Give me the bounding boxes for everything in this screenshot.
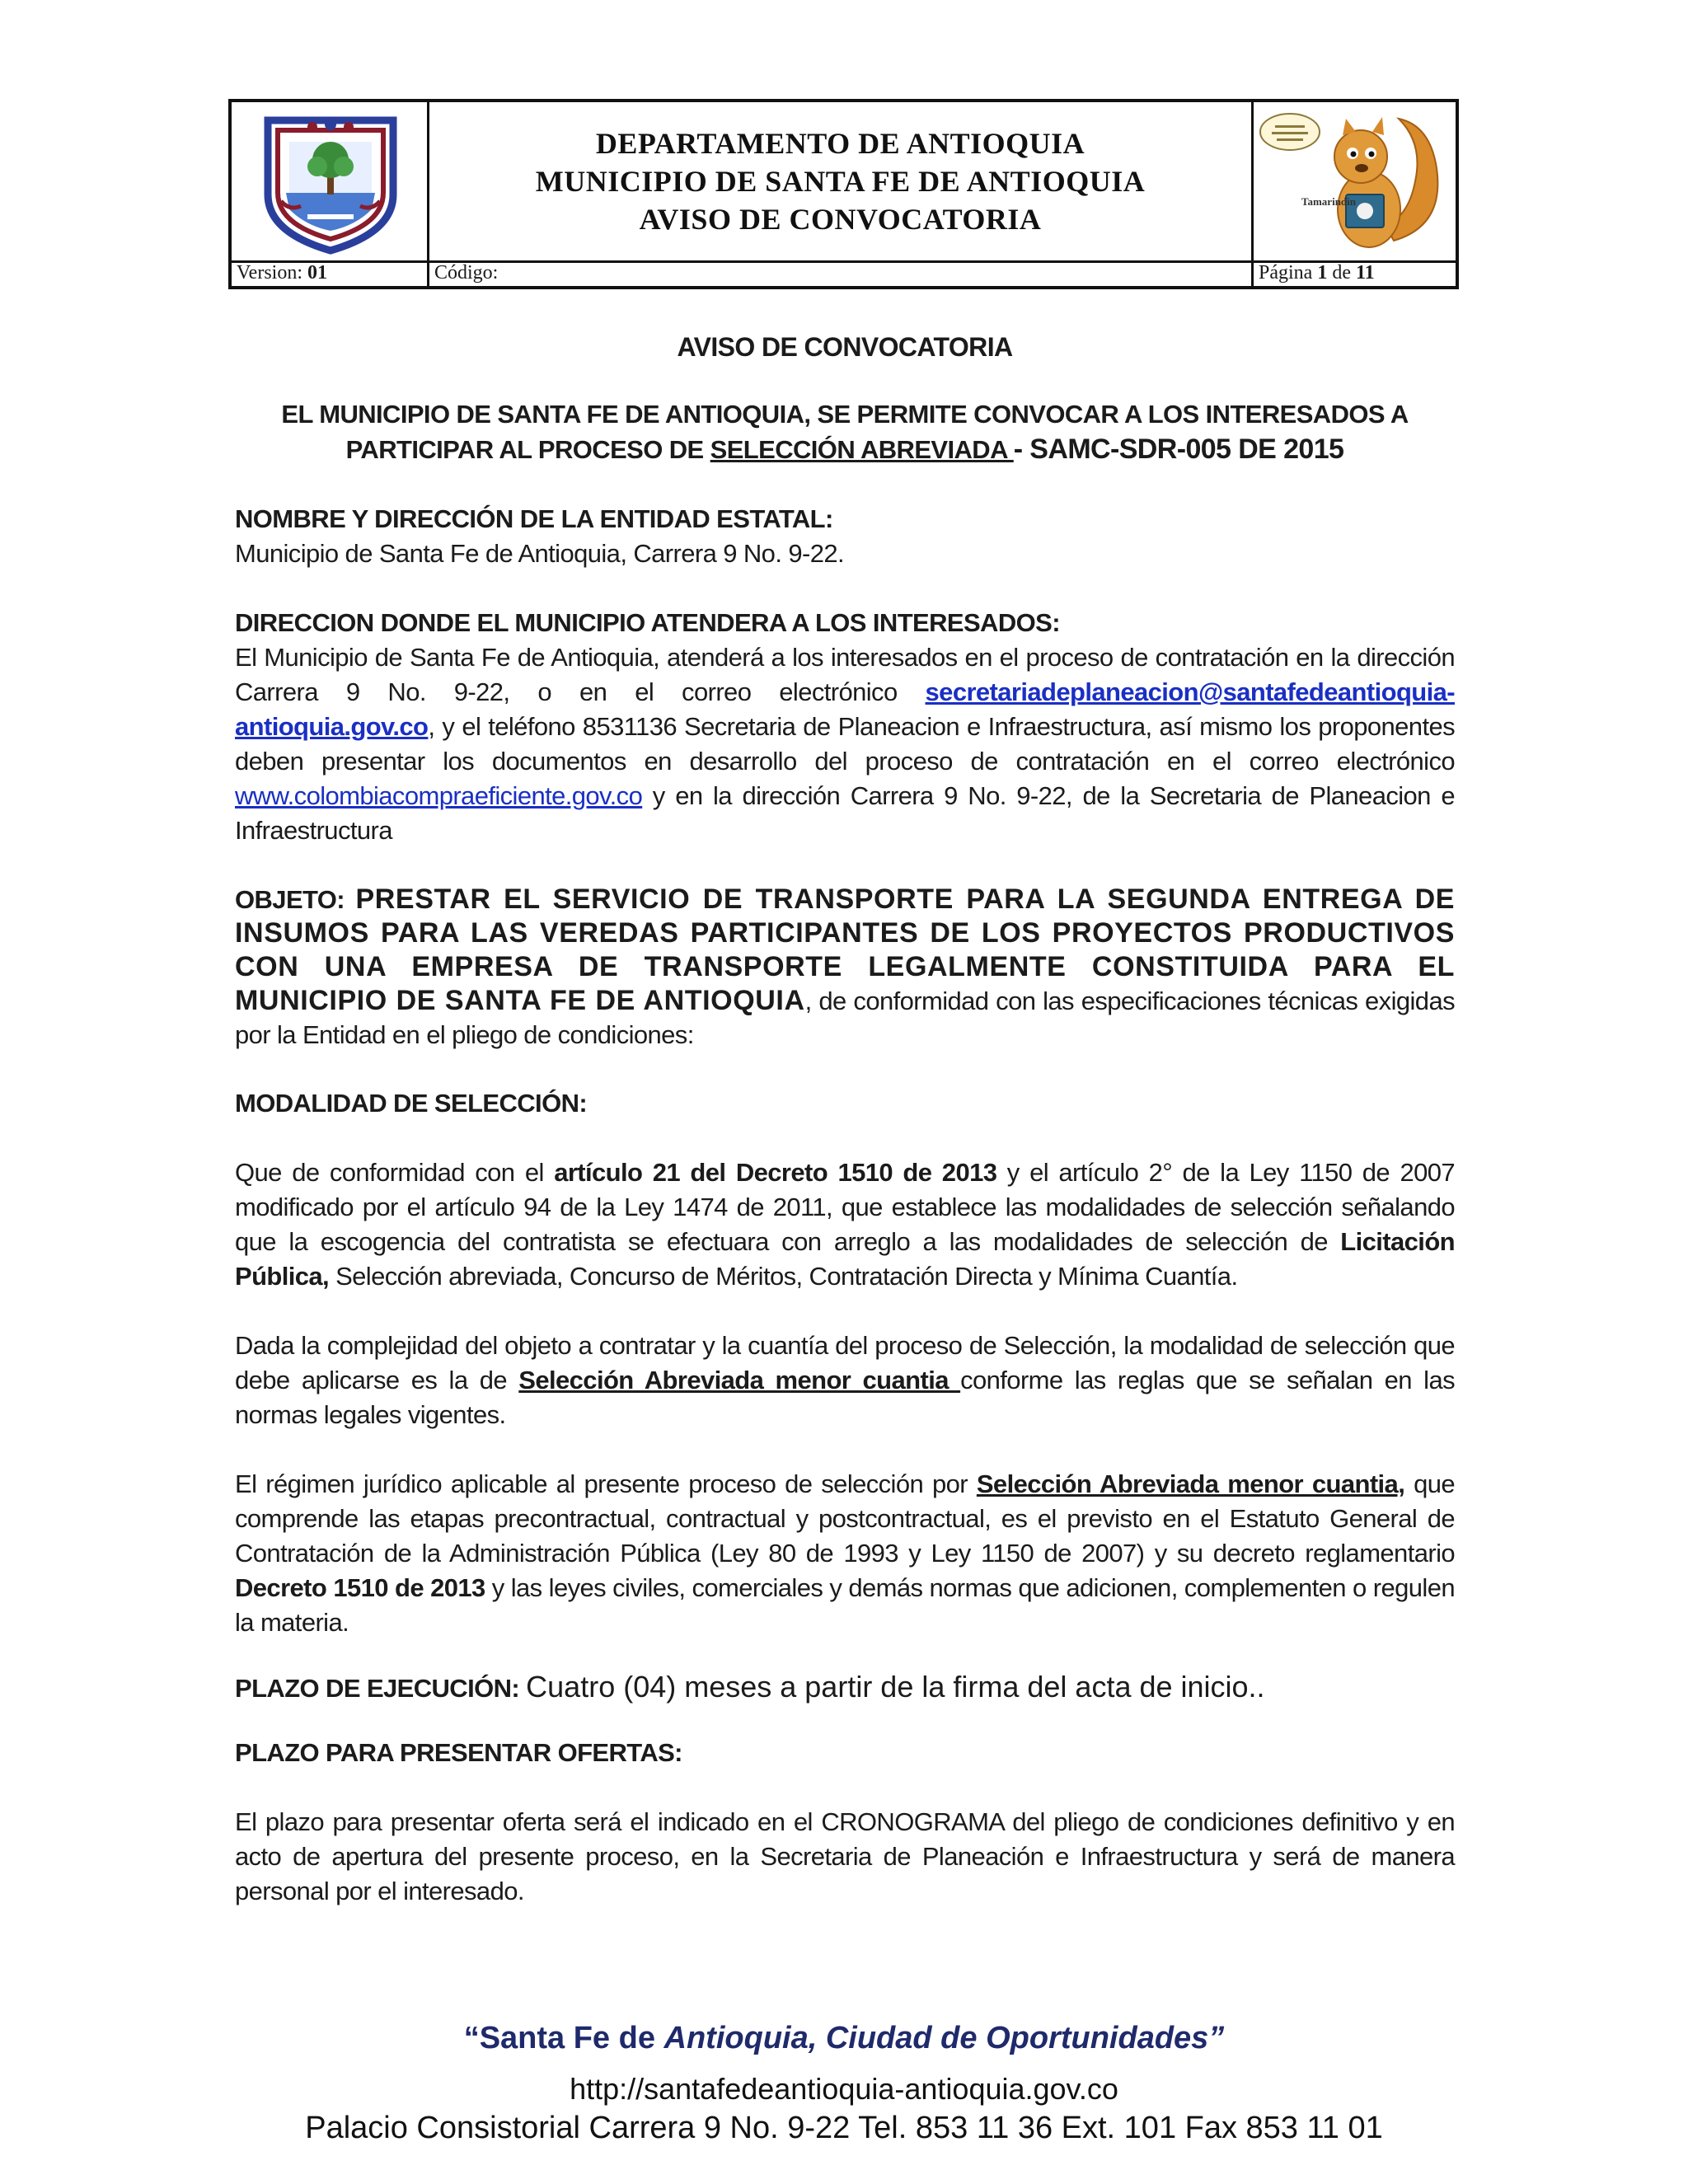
direccion-heading: DIRECCION DONDE EL MUNICIPIO ATENDERA A LOS INTERESADOS: [235,608,1060,637]
footer-slogan-a: “Santa Fe de [463,2021,664,2055]
codigo-cell [429,260,1254,286]
objeto-label: OBJETO: [235,885,356,914]
header-title-department: DEPARTAMENTO DE ANTIOQUIA [595,127,1085,160]
header-title-cell [429,102,1254,260]
header-title-document: AVISO DE CONVOCATORIA [639,203,1042,236]
direccion-text-1: El Municipio de Santa Fe de Antioquia, atenderá a los interesados en el proceso de contratación en la dirección Carrera 9 No. 9-22, o en el correo electrónico [235,643,1455,706]
mod-p1-e: Selección abreviada, Concurso de Méritos, Contratación Directa y Mínima Cuantía. [329,1262,1238,1291]
direccion-paragraph [235,640,1455,848]
version-cell [232,260,429,286]
footer-address: Palacio Consistorial Carrera 9 No. 9-22 Tel. 853 11 36 Ext. 101 Fax 853 11 01 [305,2111,1383,2145]
objeto-tail: , de conformidad con las especificaciones técnicas exigidas por la Entidad en el pliego de condiciones: [235,987,1455,1049]
document-footer [0,2018,1688,2148]
version-value: 01 [307,262,327,284]
mod-p3-a: El régimen jurídico aplicable al presente proceso de selección por [235,1469,977,1498]
entidad-heading: NOMBRE Y DIRECCIÓN DE LA ENTIDAD ESTATAL: [235,504,833,533]
website-link[interactable]: www.colombiacompraeficiente.gov.co [235,781,643,810]
intro-line-2 [235,432,1455,467]
entidad-text: Municipio de Santa Fe de Antioquia, Carrera 9 No. 9-22. [235,539,845,568]
mod-p2-a: Dada la complejidad del objeto a contratar y la cuantía del proceso de Selección, la modalidad de selección que debe aplicarse es la de [235,1331,1455,1394]
pagina-label: Página [1259,262,1313,284]
mod-p3-e: y las leyes civiles, comerciales y demás normas que adicionen, complementen o regulen la materia. [235,1573,1455,1637]
modalidad-heading: MODALIDAD DE SELECCIÓN: [235,1089,588,1118]
mod-p1-a: Que de conformidad con el [235,1158,555,1187]
objeto-paragraph [235,883,1455,1052]
pagina-current: 1 [1317,262,1328,284]
document-header-table [228,99,1459,289]
intro-line-1: EL MUNICIPIO DE SANTA FE DE ANTIOQUIA, SE PERMITE CONVOCAR A LOS INTERESADOS A [281,400,1409,429]
intro-process-code: - SAMC-SDR-005 DE 2015 [1013,434,1344,465]
mod-p3-c: que comprende las etapas precontractual, contractual y postcontractual, es el previsto en el Estatuto General de Contratación de la Administración Pública (Ley 80 de 1993 y Ley 1150 de 2007) y su decreto reglamentario [235,1469,1456,1568]
plazo-ofertas-text: El plazo para presentar oferta será el indicado en el CRONOGRAMA del pliego de condiciones definitivo y en acto de apertura del presente proceso, en la Secretaria de Planeación e Infraestructura y será de manera personal por el interesado. [235,1807,1455,1905]
footer-slogan-b: Antioquia, Ciudad de Oportunidades” [663,2021,1225,2055]
email-link[interactable]: secretariadeplaneacion@santafedeantioquia-antioquia.gov.co [235,677,1455,741]
mod-p3-b: Selección Abreviada menor cuantia, [976,1469,1405,1498]
intro-underlined: SELECCIÓN ABREVIADA [710,435,1014,464]
header-top-row [232,102,1456,263]
mod-p2-c: conforme las reglas que se señalan en las normas legales vigentes. [235,1366,1455,1429]
modalidad-paragraph-3 [235,1467,1455,1640]
mod-p1-c: y el artículo 2° de la Ley 1150 de 2007 modificado por el artículo 94 de la Ley 1474 de 2011, que establece las modalidades de selección señalando que la escogencia del contratista se efectuara con arreglo a las modalidades de selección de [235,1158,1456,1256]
direccion-text-3: y en la dirección Carrera 9 No. 9-22, de la Secretaria de Planeacion e Infraestructura [235,781,1455,845]
plazo-ejecucion-paragraph [235,1670,1455,1706]
codigo-label: Código: [434,262,499,284]
pagina-cell [1254,260,1456,286]
objeto-text: PRESTAR EL SERVICIO DE TRANSPORTE PARA LA SEGUNDA ENTREGA DE INSUMOS PARA LAS VEREDAS PARTICIPANTES DE LOS PROYECTOS PRODUCTIVOS CON UNA EMPRESA DE TRANSPORTE LEGALMENTE CONSTITUIDA PARA EL MUNICIPIO DE SANTA FE DE ANTIOQUIA [235,883,1456,1016]
version-label: Version: [237,262,302,284]
document-title: AVISO DE CONVOCATORIA [677,332,1013,362]
header-bottom-row [232,260,1456,286]
header-mascot-cell [1254,102,1456,260]
intro-prefix: PARTICIPAR AL PROCESO DE [345,435,710,464]
header-title-municipality: MUNICIPIO DE SANTA FE DE ANTIOQUIA [535,165,1146,198]
plazo-ejecucion-label: PLAZO DE EJECUCIÓN: [235,1674,527,1703]
header-logo-cell [232,102,429,260]
modalidad-paragraph-2 [235,1329,1455,1432]
mod-p2-b: Selección Abreviada menor cuantia [518,1366,961,1394]
footer-url[interactable]: http://santafedeantioquia-antioquia.gov.co [570,2072,1118,2106]
mod-p1-b: artículo 21 del Decreto 1510 de 2013 [554,1158,997,1187]
squirrel-mascot-icon [1254,102,1460,260]
municipal-crest-icon [232,102,429,260]
plazo-ofertas-heading: PLAZO PARA PRESENTAR OFERTAS: [235,1738,682,1767]
mascot-name-label: Tamarindin [1301,195,1356,208]
pagina-total: 11 [1355,262,1375,284]
modalidad-paragraph-1 [235,1155,1455,1294]
document-body [235,326,1455,1909]
footer-slogan [0,2018,1688,2059]
pagina-de: de [1332,262,1351,284]
plazo-ejecucion-text: Cuatro (04) meses a partir de la firma del acta de inicio.. [526,1670,1265,1704]
mod-p3-d: Decreto 1510 de 2013 [235,1573,485,1602]
direccion-text-2: , y el teléfono 8531136 Secretaria de Planeacion e Infraestructura, así mismo los proponentes deben presentar los documentos en desarrollo del proceso de contratación en el correo electrónico [235,712,1455,776]
mod-p1-d: Licitación Pública, [235,1227,1455,1291]
